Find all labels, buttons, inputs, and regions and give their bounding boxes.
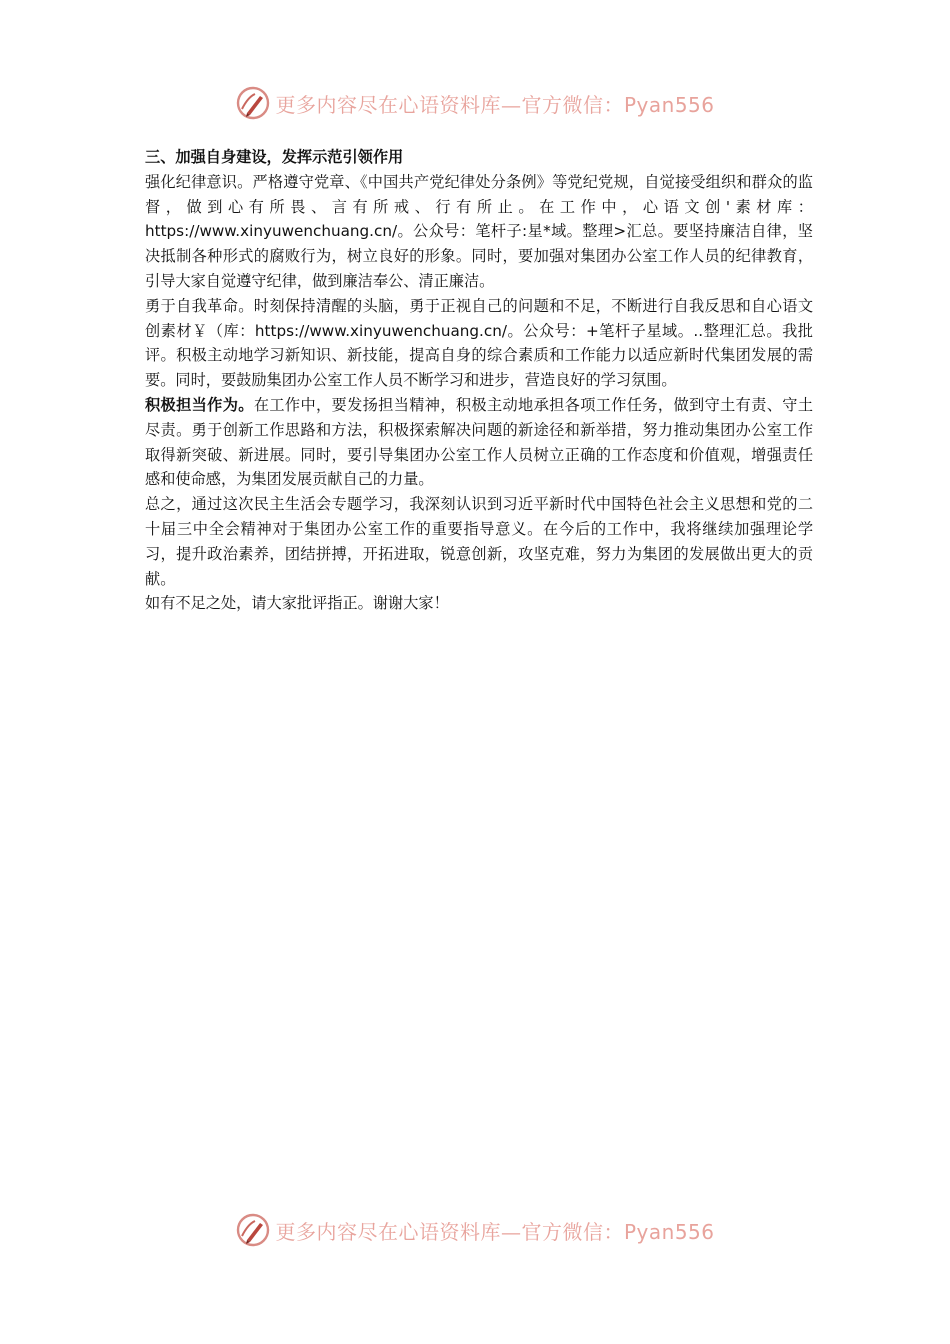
section-heading: 三、加强自身建设，发挥示范引领作用 [145,148,404,166]
header-banner [0,83,950,123]
header-banner-text: 更多内容尽在心语资料库—官方微信：Pyan556 [275,92,715,117]
footer-banner-text: 更多内容尽在心语资料库—官方微信：Pyan556 [275,1219,715,1244]
document-body [145,145,813,616]
paragraph-conclusion: 总之，通过这次民主生活会专题学习，我深刻认识到习近平新时代中国特色社会主义思想和党的二十届三中全会精神对于集团办公室工作的重要指导意义。在今后的工作中，我将继续加强理论学习，提升政治素养，团结拼搏，开拓进取，锐意创新，攻坚克难，努力为集团的发展做出更大的贡献。 [145,495,813,588]
paragraph-responsibility-body: 在工作中，要发扬担当精神，积极主动地承担各项工作任务，做到守土有责、守土尽责。勇于创新工作思路和方法，积极探索解决问题的新途径和新举措，努力推动集团办公室工作取得新突破、新进展。同时，要引导集团办公室工作人员树立正确的工作态度和价值观，增强责任感和使命感，为集团发展贡献自己的力量。 [145,395,814,489]
paragraph-self-revolution: 勇于自我革命。时刻保持清醒的头脑，勇于正视自己的问题和不足，不断进行自我反思和自心语文创素材￥（库：https://www.xinyuwenchuang.cn/。公众号：+笔杆子星域。..整理汇总。我批评。积极主动地学习新知识、新技能，提高自身的综合素质和工作能力以适应新时代集团发展的需要。同时，要鼓励集团办公室工作人员不断学习和进步，营造良好的学习氛围。 [145,296,813,390]
paragraph-discipline: 强化纪律意识。严格遵守党章、《中国共产党纪律处分条例》等党纪党规，自觉接受组织和群众的监督，做到心有所畏、言有所戒、行有所止。在工作中，心语文创'素材库：https://www.xinyuwenchuang.cn/。公众号：笔杆子:星*域。整理>汇总。要坚持廉洁自律，坚决抵制各种形式的腐败行为，树立良好的形象。同时，要加强对集团办公室工作人员的纪律教育，引导大家自觉遵守纪律，做到廉洁奉公、清正廉洁。 [145,172,813,290]
footer-banner [0,1210,950,1250]
pen-circle-logo-icon [235,1212,271,1248]
paragraph-responsibility-lead: 积极担当作为。 [145,395,254,414]
paragraph-responsibility [145,393,813,492]
pen-circle-logo-icon [235,85,271,121]
paragraph-closing: 如有不足之处，请大家批评指正。谢谢大家！ [145,594,449,613]
